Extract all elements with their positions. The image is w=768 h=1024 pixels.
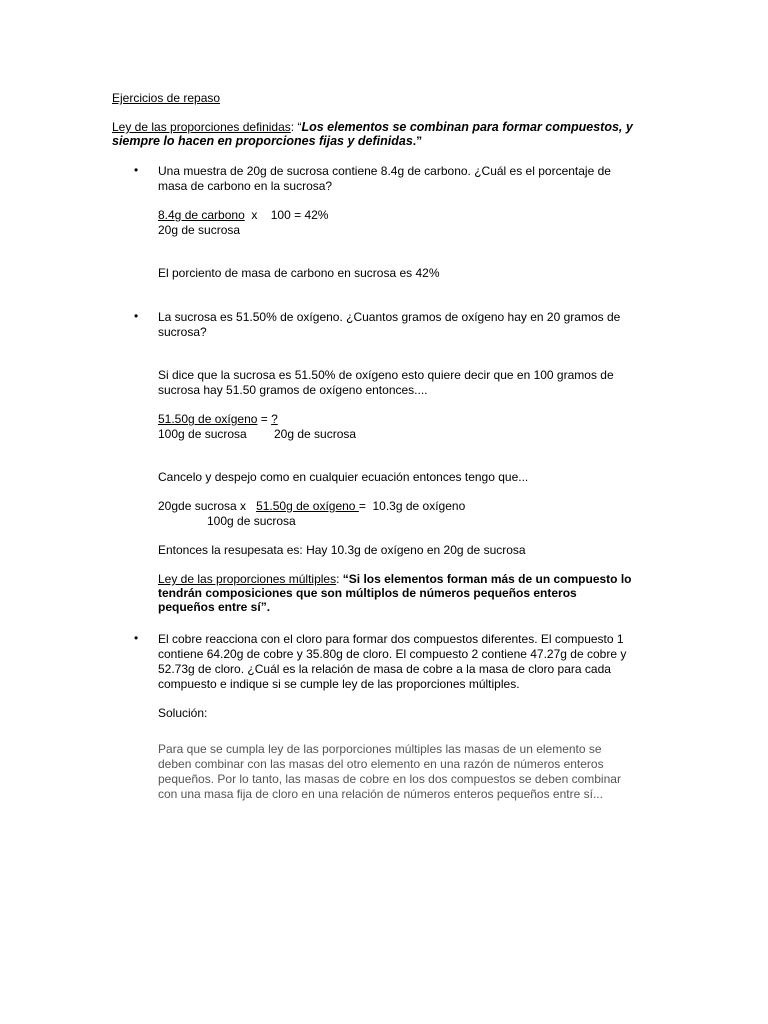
law1-sep: : “ — [290, 120, 302, 134]
law2-quote-line2: tendrán composiciones que son múltiplos de números pequeños enteros — [158, 586, 577, 600]
solution-label: Solución: — [158, 706, 208, 720]
item2-calc-line — [158, 499, 465, 514]
item2-calc-numerator: 51.50g de oxígeno — [256, 499, 359, 513]
item2-line1: La sucrosa es 51.50% de oxígeno. ¿Cuantos gramos de oxígeno hay en 20 gramos de — [158, 310, 621, 324]
law1-quote-end: .” — [412, 134, 423, 148]
law1-quote-line2: siempre lo hacen en proporciones fijas y definidas — [112, 134, 413, 148]
item2-proportion-den2: 20g de sucrosa — [274, 427, 357, 441]
bullet-2: • — [134, 309, 139, 323]
law1-label: Ley de las proporciones definidas — [112, 120, 291, 134]
heading: Ejercicios de repaso — [112, 91, 221, 105]
item3-line3: 52.73g de cloro. ¿Cuál es la relación de masa de cobre a la masa de cloro para cada — [158, 662, 611, 676]
item2-cancel: Cancelo y despejo como en cualquier ecuación entonces tengo que... — [158, 470, 529, 484]
item1-line1: Una muestra de 20g de sucrosa contiene 8.4g de carbono. ¿Cuál es el porcentaje de — [158, 164, 611, 178]
item2-expl2: sucrosa hay 51.50 gramos de oxígeno entonces.... — [158, 383, 428, 397]
item1-fraction-denominator: 20g de sucrosa — [158, 223, 241, 237]
law1-line2 — [112, 134, 422, 149]
item1-fraction-top — [158, 208, 328, 223]
item1-line2: masa de carbono en la sucrosa? — [158, 179, 333, 193]
item3-line2: contiene 64.20g de cobre y 35.80g de cloro. El compuesto 2 contiene 47.27g de cobre y — [158, 647, 627, 661]
item2-answer: Entonces la resupesata es: Hay 10.3g de oxígeno en 20g de sucrosa — [158, 543, 526, 557]
item2-calc-pre: 20gde sucrosa x — [158, 499, 257, 513]
item2-proportion-numerator: 51.50g de oxígeno — [158, 412, 258, 426]
law1-line1 — [112, 120, 633, 135]
solution-line2: deben combinar con las masas del otro elemento en una razón de números enteros — [158, 757, 604, 771]
solution-line1: Para que se cumpla ley de las porporciones múltiples las masas de un elemento se — [158, 742, 602, 756]
item2-proportion-eq: = — [257, 412, 272, 426]
law2-quote-line3: pequeños entre sí”. — [158, 600, 271, 614]
solution-line4: con una masa fija de cloro en una relación de números enteros pequeños entre sí... — [158, 787, 603, 801]
solution-line3: pequeños. Por lo tanto, las masas de cobre en los dos compuestos se deben combinar — [158, 772, 621, 786]
law2-sep: : — [336, 572, 343, 586]
item2-proportion-unknown: ? — [271, 412, 278, 426]
item2-line2: sucrosa? — [158, 325, 207, 339]
item1-fraction-rest: x 100 = 42% — [244, 208, 329, 222]
item2-calc-denominator: 100g de sucrosa — [207, 514, 296, 528]
law2-quote-line1: “Si los elementos forman más de un compuesto lo — [342, 572, 632, 586]
law1-quote-line1: Los elementos se combinan para formar compuestos, y — [301, 120, 633, 134]
item3-line4: compuesto e indique si se cumple ley de las proporciones múltiples. — [158, 677, 520, 691]
item2-proportion-top — [158, 412, 278, 427]
item1-fraction-numerator: 8.4g de carbono — [158, 208, 245, 222]
item2-expl1: Si dice que la sucrosa es 51.50% de oxígeno esto quiere decir que en 100 gramos de — [158, 368, 614, 382]
item3-line1: El cobre reacciona con el cloro para formar dos compuestos diferentes. El compuesto 1 — [158, 632, 624, 646]
law2-label: Ley de las proporciones múltiples — [158, 572, 337, 586]
bullet-3: • — [134, 631, 139, 645]
item1-answer: El porciento de masa de carbono en sucrosa es 42% — [158, 266, 440, 280]
bullet-1: • — [134, 163, 139, 177]
item2-proportion-den1: 100g de sucrosa — [158, 427, 247, 441]
item2-calc-post: = 10.3g de oxígeno — [358, 499, 466, 513]
law2-line1 — [158, 572, 632, 587]
